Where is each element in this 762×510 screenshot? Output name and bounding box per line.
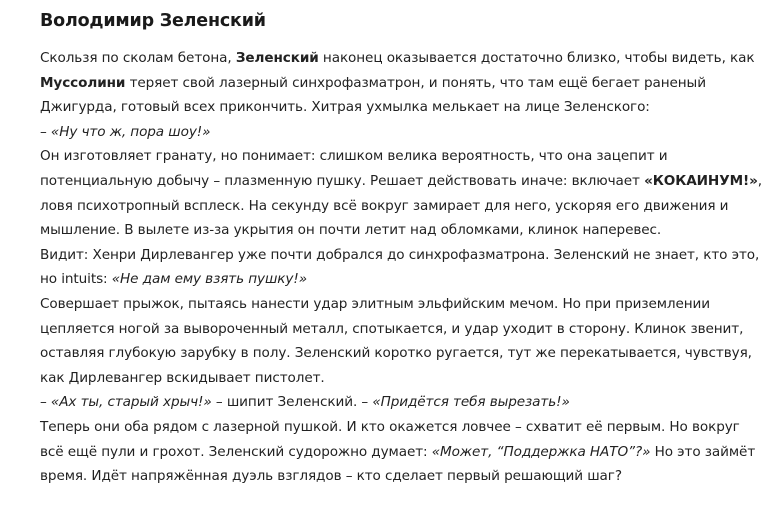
text-line [40, 317, 744, 342]
text-segment: теряет свой лазерный синхрофазматрон, и понять, что там ещё бегает раненый [125, 74, 706, 91]
text-line [40, 46, 755, 71]
italic-text: «Не дам ему взять пушку!» [111, 271, 307, 288]
text-line [40, 292, 720, 317]
text-segment: но intuits: [40, 271, 112, 288]
text-segment: потенциальную добычу – плазменную пушку. Решает действовать иначе: включает [40, 172, 645, 189]
text-segment: Совершает прыжок, пытаясь нанести удар элитным эльфийским мечом. Но при приземлении [40, 295, 710, 312]
article-title: Володимир Зеленский [40, 11, 266, 31]
text-segment: Видит: Хенри Дирлевангер уже почти добрался до синхрофазматрона. Зеленский не знает, кто это, [40, 246, 760, 263]
text-segment: Но это займёт [650, 443, 756, 460]
text-segment: Он изготовляет гранату, но понимает: слишком велика вероятность, что она зацепит и [40, 148, 668, 165]
text-line [40, 218, 720, 243]
text-segment: всё ещё пули и грохот. Зеленский судорожно думает: [40, 443, 432, 460]
text-line [40, 390, 720, 415]
text-line [40, 415, 740, 440]
article [40, 8, 762, 489]
text-segment: оставляя глубокую зарубку в полу. Зеленский коротко ругается, тут же перекатывается, чувствуя, [40, 345, 752, 362]
text-line [40, 194, 729, 219]
text-segment: Теперь они оба рядом с лазерной пушкой. И кто окажется ловчее – схватит её первым. Но вокруг [40, 418, 740, 435]
italic-text: «Ах ты, старый хрыч!» [50, 394, 212, 411]
italic-text: «Может, “Поддержка НАТО”?» [431, 443, 651, 460]
text-segment: Джигурда, готовый всех прикончить. Хитрая ухмылка мелькает на лице Зеленского: [40, 99, 650, 116]
italic-text: «Придётся тебя вырезать!» [372, 394, 570, 411]
text-segment: ловя психотропный всплеск. На секунду всё вокруг замирает для него, ускоряя его движения и [40, 197, 729, 214]
italic-text: «Ну что ж, пора шоу!» [50, 123, 211, 140]
text-segment: как Дирлевангер вскидывает пистолет. [40, 369, 325, 386]
text-line [40, 120, 720, 145]
text-segment: цепляется ногой за вывороченный металл, спотыкается, и удар уходит в сторону. Клинок звенит, [40, 320, 744, 337]
bold-text: Зеленский [235, 50, 319, 66]
text-line [40, 95, 720, 120]
text-line [40, 366, 720, 391]
article-body [40, 46, 762, 489]
text-line [40, 144, 720, 169]
text-line [40, 440, 756, 465]
text-segment: мышление. В вылете из-за укрытия он почти летит над обломками, клинок наперевес. [40, 222, 662, 239]
bold-text: Муссолини [40, 74, 126, 91]
text-line [40, 71, 720, 96]
text-segment: , [757, 172, 762, 189]
text-segment: время. Идёт напряжённая дуэль взглядов – кто сделает первый решающий шаг? [40, 468, 622, 485]
text-line [40, 464, 720, 489]
text-line [40, 267, 720, 292]
text-segment: Скользя по сколам бетона, [40, 50, 236, 66]
text-line [40, 341, 752, 366]
text-segment: – шипит Зеленский. – [211, 394, 373, 411]
text-segment: наконец оказывается достаточно близко, чтобы видеть, как [318, 50, 755, 66]
text-segment: – [40, 123, 51, 140]
text-line [40, 243, 760, 268]
text-segment: – [40, 394, 51, 411]
text-line [40, 169, 762, 194]
bold-text: «КОКАИНУМ!» [644, 172, 758, 189]
